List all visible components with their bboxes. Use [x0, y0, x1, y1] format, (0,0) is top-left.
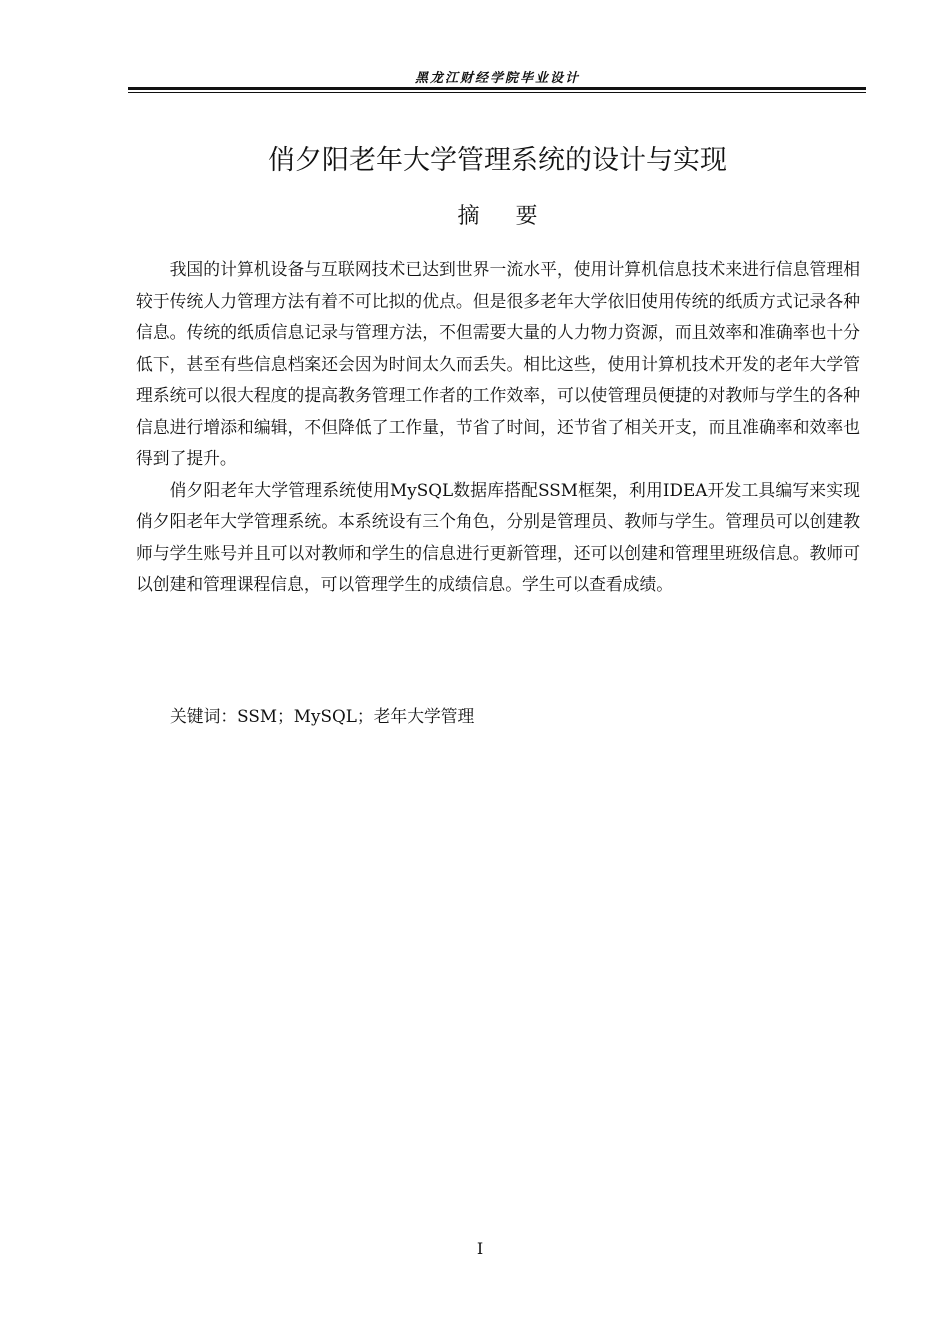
- paper-title: 俏夕阳老年大学管理系统的设计与实现: [268, 145, 727, 176]
- keywords-value: SSM；MySQL；老年大学管理: [237, 706, 475, 726]
- abstract-paragraph-1: 我国的计算机设备与互联网技术已达到世界一流水平，使用计算机信息技术来进行信息管理相较于传统人力管理方法有着不可比拟的优点。但是很多老年大学依旧使用传统的纸质方式记录各种信息。传统的纸质信息记录与管理方法，不但需要大量的人力物力资源，而且效率和准确率也十分低下，甚至有些信息档案还会因为时间太久而丢失。相比这些，使用计算机技术开发的老年大学管理系统可以很大程度的提高教务管理工作者的工作效率，可以使管理员便捷的对教师与学生的各种信息进行增添和编辑，不但降低了工作量，节省了时间，还节省了相关开支，而且准确率和效率也得到了提升。: [136, 259, 860, 468]
- abstract-paragraph-2: 俏夕阳老年大学管理系统使用MySQL数据库搭配SSM框架，利用IDEA开发工具编写来实现俏夕阳老年大学管理系统。本系统设有三个角色，分别是管理员、教师与学生。管理员可以创建教师与学生账号并且可以对教师和学生的信息进行更新管理，还可以创建和管理里班级信息。教师可以创建和管理课程信息，可以管理学生的成绩信息。学生可以查看成绩。: [136, 479, 860, 594]
- page-number: I: [476, 1239, 484, 1258]
- abstract-heading: 摘要: [457, 204, 574, 229]
- running-header: 黑龙江财经学院毕业设计: [414, 71, 580, 86]
- keywords-line: [170, 702, 474, 730]
- header-rule-thick: [128, 87, 866, 90]
- abstract-body: [136, 254, 860, 601]
- keywords-label: 关键词：: [170, 706, 238, 726]
- header-rule-thin: [128, 92, 866, 93]
